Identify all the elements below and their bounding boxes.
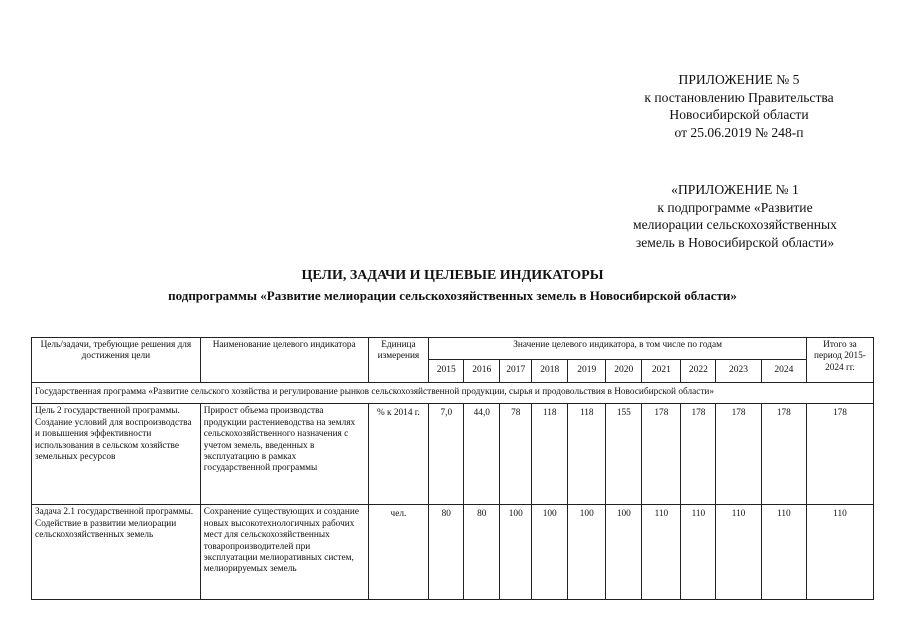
value-cell: 100 <box>606 505 642 600</box>
table-header-row <box>32 338 874 360</box>
value-cell: 110 <box>716 505 761 600</box>
unit-cell: чел. <box>368 505 429 600</box>
header-indicator: Наименование целевого индикатора <box>200 338 368 383</box>
value-cell: 155 <box>606 404 642 505</box>
value-cell: 178 <box>681 404 716 505</box>
value-cell: 80 <box>429 505 464 600</box>
goal-cell: Задача 2.1 государственной программы. Содействие в развитии мелиорации сельскохозяйственных земель <box>32 505 201 600</box>
table-row <box>32 404 874 505</box>
appendix-5-header <box>609 71 869 141</box>
value-cell: 178 <box>642 404 681 505</box>
year-header: 2018 <box>532 360 568 383</box>
value-cell: 80 <box>464 505 500 600</box>
year-header: 2019 <box>568 360 606 383</box>
value-cell: 100 <box>532 505 568 600</box>
document-subtitle: подпрограммы «Развитие мелиорации сельскохозяйственных земель в Новосибирской области» <box>168 288 737 303</box>
year-header: 2016 <box>464 360 500 383</box>
header-unit: Единица измерения <box>368 338 429 383</box>
appendix-1-line-1: «ПРИЛОЖЕНИЕ № 1 <box>671 182 799 197</box>
appendix-5-line-3: Новосибирской области <box>669 107 809 122</box>
state-program-row <box>32 383 874 404</box>
appendix-1-header <box>595 181 875 251</box>
total-cell: 110 <box>806 505 873 600</box>
year-header: 2017 <box>500 360 532 383</box>
header-total: Итого за период 2015-2024 гг. <box>806 338 873 383</box>
indicator-cell: Сохранение существующих и создание новых высокотехнологичных рабочих мест для сельскохозяйственных товаропроизводителей при эксплуатации мелиоративных систем, мелиорируемых земель <box>200 505 368 600</box>
year-header: 2023 <box>716 360 761 383</box>
unit-cell: % к 2014 г. <box>368 404 429 505</box>
table-row <box>32 505 874 600</box>
value-cell: 78 <box>500 404 532 505</box>
value-cell: 7,0 <box>429 404 464 505</box>
header-values-by-year: Значение целевого индикатора, в том числе по годам <box>429 338 807 360</box>
value-cell: 110 <box>761 505 806 600</box>
value-cell: 118 <box>532 404 568 505</box>
indicator-cell: Прирост объема производства продукции растениеводства на землях сельскохозяйственного назначения с учетом земель, введенных в эксплуатацию в рамках государственной программы <box>200 404 368 505</box>
year-header: 2022 <box>681 360 716 383</box>
value-cell: 44,0 <box>464 404 500 505</box>
value-cell: 100 <box>568 505 606 600</box>
appendix-5-line-1: ПРИЛОЖЕНИЕ № 5 <box>678 72 800 87</box>
goal-cell: Цель 2 государственной программы. Создание условий для воспроизводства и повышения эффективности использования в сельском хозяйстве земельных ресурсов <box>32 404 201 505</box>
year-header: 2024 <box>761 360 806 383</box>
appendix-1-line-2: к подпрограмме «Развитие <box>657 199 813 215</box>
value-cell: 100 <box>500 505 532 600</box>
state-program-cell: Государственная программа «Развитие сельского хозяйства и регулирование рынков сельскохозяйственной продукции, сырья и продовольствия в Новосибирской области» <box>32 383 874 404</box>
value-cell: 178 <box>761 404 806 505</box>
value-cell: 178 <box>716 404 761 505</box>
value-cell: 110 <box>642 505 681 600</box>
document-title: ЦЕЛИ, ЗАДАЧИ И ЦЕЛЕВЫЕ ИНДИКАТОРЫ <box>301 268 604 283</box>
header-goal: Цель/задачи, требующие решения для достижения цели <box>32 338 201 383</box>
value-cell: 110 <box>681 505 716 600</box>
year-header: 2020 <box>606 360 642 383</box>
appendix-1-line-3: мелиорации сельскохозяйственных <box>633 217 837 232</box>
appendix-5-line-4: от 25.06.2019 № 248-п <box>674 124 804 140</box>
value-cell: 118 <box>568 404 606 505</box>
total-cell: 178 <box>806 404 873 505</box>
year-header: 2021 <box>642 360 681 383</box>
appendix-1-line-4: земель в Новосибирской области» <box>635 234 835 250</box>
year-header: 2015 <box>429 360 464 383</box>
appendix-5-line-2: к постановлению Правительства <box>644 89 834 105</box>
indicators-table <box>31 337 874 600</box>
